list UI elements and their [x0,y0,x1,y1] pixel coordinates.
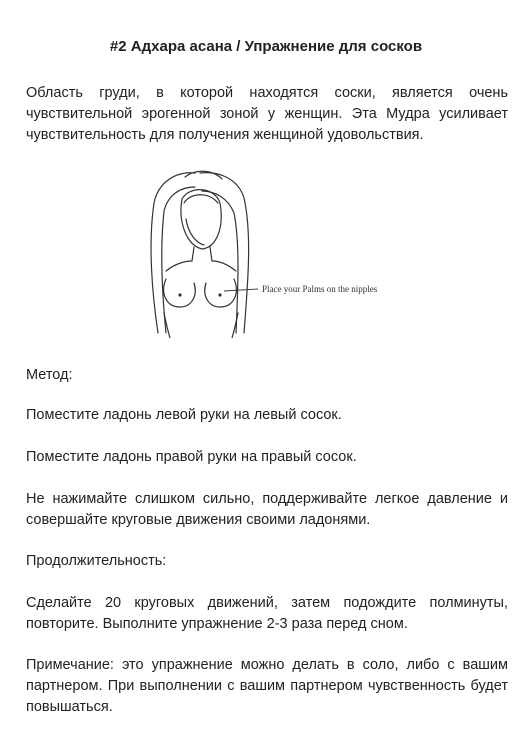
duration-label: Продолжительность: [26,553,167,569]
illustration-caption: Place your Palms on the nipples [262,284,378,294]
figure-drawing [140,163,400,338]
exercise-title: #2 Адхара асана / Упражнение для сосков [109,38,423,55]
duration-text: Сделайте 20 круговых движений, затем подождите полминуты, повторите. Выполните упражнение 2-3 раза перед сном. [26,595,508,632]
step-3: Не нажимайте слишком сильно, поддерживайте легкое давление и совершайте круговые движения своими ладонями. [26,491,508,528]
intro-paragraph: Область груди, в которой находятся соски, является очень чувствительной эрогенной зоной у женщин. Эта Мудра усиливает чувствительность для получения женщиной удовольствия. [26,85,508,143]
method-label: Метод: [26,367,73,383]
step-2: Поместите ладонь правой руки на правый сосок. [26,449,357,465]
note-paragraph: Примечание: это упражнение можно делать в соло, либо с вашим партнером. При выполнении с вашим партнером чувственность будет повышаться. [26,657,508,715]
step-1: Поместите ладонь левой руки на левый сосок. [26,407,342,423]
